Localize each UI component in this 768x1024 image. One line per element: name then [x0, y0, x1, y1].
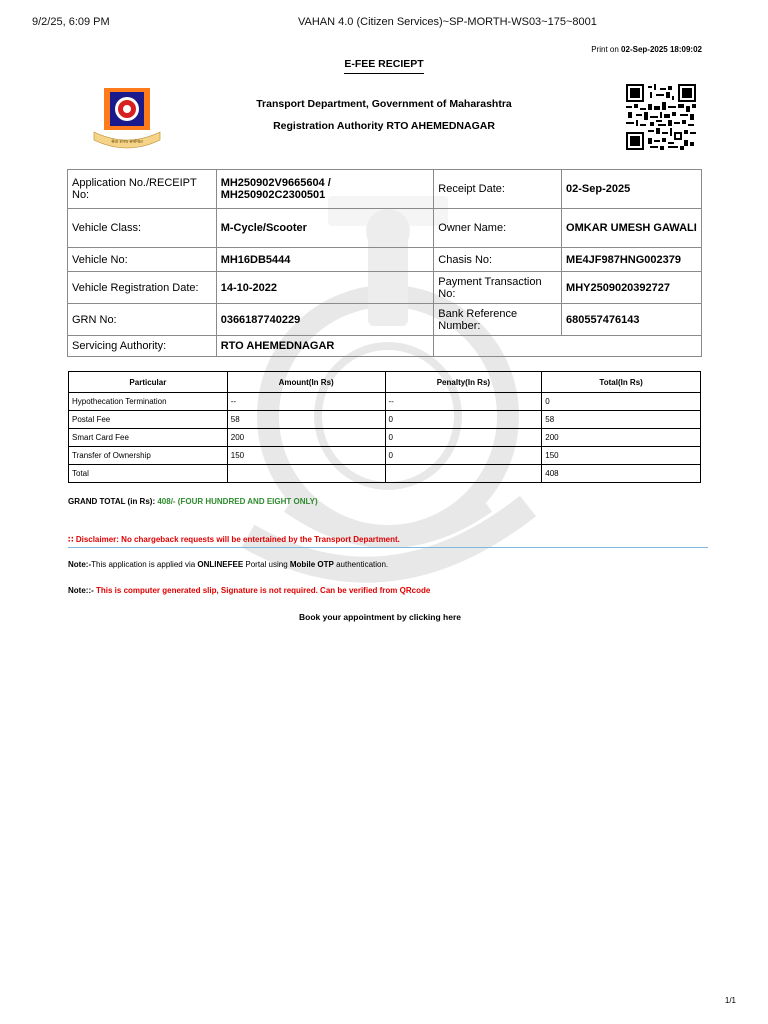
fee-total: 0 — [542, 393, 701, 411]
note-label: Note::- — [68, 586, 94, 595]
empty-cell — [434, 336, 702, 357]
registration-date-value: 14-10-2022 — [216, 272, 434, 304]
fee-table-header — [69, 372, 701, 393]
fee-table — [68, 371, 701, 483]
payment-transaction-value: MHY2509020392727 — [562, 272, 702, 304]
fee-penalty: 0 — [385, 429, 542, 447]
fee-penalty: 0 — [385, 411, 542, 429]
grand-total-label: GRAND TOTAL (in Rs): — [68, 497, 156, 506]
column-header: Total(In Rs) — [542, 372, 701, 393]
receipt-title: E-FEE RECIEPT — [0, 58, 768, 70]
payment-transaction-label: Payment Transaction No: — [434, 272, 562, 304]
note-otp-method: Mobile OTP — [289, 560, 334, 569]
servicing-authority-value: RTO AHEMEDNAGAR — [216, 336, 434, 357]
table-row — [69, 393, 701, 411]
table-row — [68, 248, 702, 272]
receipt-date-label: Receipt Date: — [434, 170, 562, 209]
fee-amount — [227, 465, 385, 483]
vehicle-no-value: MH16DB5444 — [216, 248, 434, 272]
receipt-info-table — [67, 169, 702, 357]
fee-total: 58 — [542, 411, 701, 429]
receipt-date-value: 02-Sep-2025 — [562, 170, 702, 209]
grand-total — [68, 497, 318, 506]
fee-penalty — [385, 465, 542, 483]
owner-name-label: Owner Name: — [434, 209, 562, 248]
bank-reference-label: Bank Reference Number: — [434, 304, 562, 336]
owner-name-value: OMKAR UMESH GAWALI — [562, 209, 702, 248]
print-on — [591, 45, 702, 54]
page-title: VAHAN 4.0 (Citizen Services)~SP-MORTH-WS03~175~8001 — [298, 16, 597, 28]
vehicle-class-label: Vehicle Class: — [68, 209, 217, 248]
fee-amount: 58 — [227, 411, 385, 429]
note-text: This application is applied via — [91, 560, 198, 569]
fee-particular: Smart Card Fee — [69, 429, 228, 447]
department-name: Transport Department, Government of Maharashtra — [256, 98, 512, 110]
registration-authority: Registration Authority RTO AHEMEDNAGAR — [273, 120, 495, 132]
fee-particular: Hypothecation Termination — [69, 393, 228, 411]
fee-total: 200 — [542, 429, 701, 447]
disclaimer-text: Disclaimer: No chargeback requests will be entertained by the Transport Department. — [75, 535, 400, 544]
fee-penalty: 0 — [385, 447, 542, 465]
divider — [68, 547, 708, 548]
registration-date-label: Vehicle Registration Date: — [68, 272, 217, 304]
table-row — [68, 304, 702, 336]
qr-code — [626, 84, 696, 150]
grand-total-value: 408/- (FOUR HUNDRED AND EIGHT ONLY) — [157, 497, 318, 506]
fee-amount: 150 — [227, 447, 385, 465]
servicing-authority-label: Servicing Authority: — [68, 336, 217, 357]
table-row — [69, 429, 701, 447]
note-signature-text: This is computer generated slip, Signature is not required. Can be verified from QRcode — [93, 586, 431, 595]
grn-no-label: GRN No: — [68, 304, 217, 336]
application-no-value: MH250902V9665604 / MH250902C2300501 — [216, 170, 434, 209]
note-otp — [68, 560, 388, 569]
vehicle-no-label: Vehicle No: — [68, 248, 217, 272]
maharashtra-transport-emblem — [88, 84, 166, 154]
bank-reference-value: 680557476143 — [562, 304, 702, 336]
note-text: authentication. — [333, 560, 389, 569]
note-text: Portal using — [243, 560, 290, 569]
table-row — [68, 272, 702, 304]
table-row — [68, 209, 702, 248]
table-row-total — [69, 465, 701, 483]
column-header: Amount(In Rs) — [227, 372, 385, 393]
table-row — [69, 447, 701, 465]
note-label: Note:- — [68, 560, 92, 569]
fee-total: 408 — [542, 465, 701, 483]
fee-particular: Postal Fee — [69, 411, 228, 429]
chasis-no-label: Chasis No: — [434, 248, 562, 272]
book-appointment-link[interactable]: Book your appointment by clicking here — [299, 612, 461, 622]
fee-particular: Transfer of Ownership — [69, 447, 228, 465]
print-on-value: 02-Sep-2025 18:09:02 — [621, 45, 702, 54]
disclaimer-icon: ∷ — [68, 535, 74, 544]
fee-amount: 200 — [227, 429, 385, 447]
disclaimer — [68, 535, 400, 544]
table-row — [68, 170, 702, 209]
page-number: 1/1 — [724, 996, 736, 1005]
application-no-label: Application No./RECEIPT No: — [68, 170, 217, 209]
table-row — [68, 336, 702, 357]
column-header: Particular — [69, 372, 228, 393]
print-on-label: Print on — [591, 45, 619, 54]
note-portal: ONLINEFEE — [197, 560, 244, 569]
chasis-no-value: ME4JF987HNG002379 — [562, 248, 702, 272]
table-row — [69, 411, 701, 429]
fee-penalty: -- — [385, 393, 542, 411]
column-header: Penalty(In Rs) — [385, 372, 542, 393]
vehicle-class-value: M-Cycle/Scooter — [216, 209, 434, 248]
fee-particular: Total — [69, 465, 228, 483]
fee-total: 150 — [542, 447, 701, 465]
grn-no-value: 0366187740229 — [216, 304, 434, 336]
fee-amount: -- — [227, 393, 385, 411]
emblem-motto: सेवा शपथ समन्वित — [111, 140, 143, 145]
note-signature — [68, 586, 430, 595]
print-datetime: 9/2/25, 6:09 PM — [32, 16, 110, 28]
